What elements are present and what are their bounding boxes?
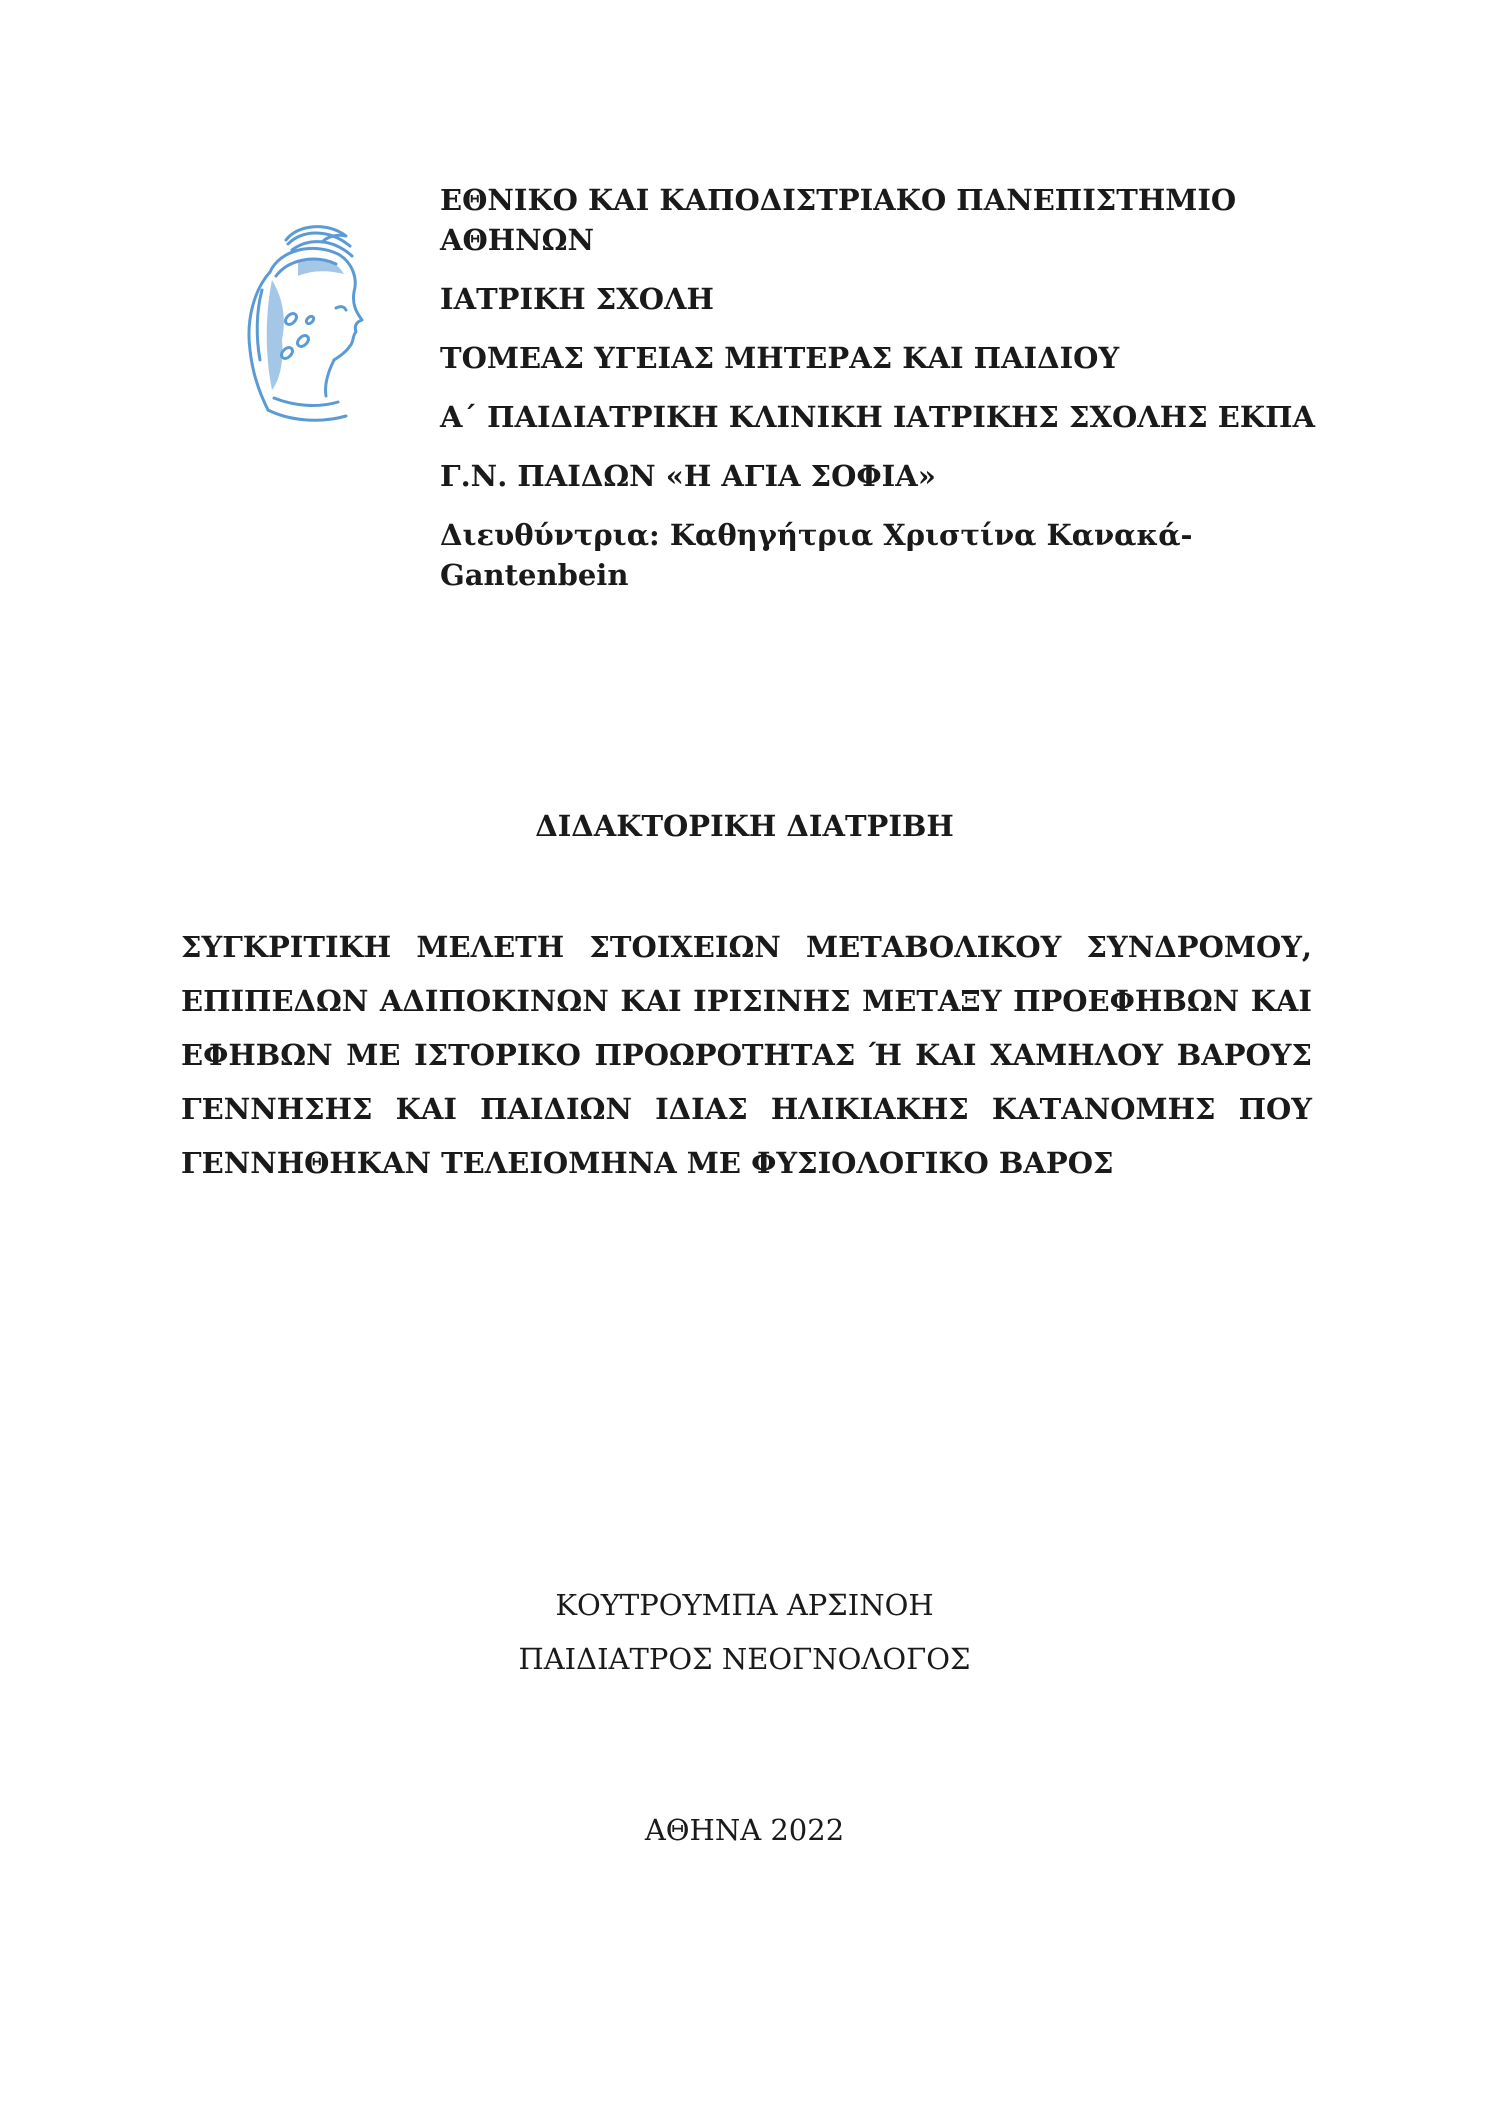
department-name: ΤΟΜΕΑΣ ΥΓΕΙΑΣ ΜΗΤΕΡΑΣ ΚΑΙ ΠΑΙΔΙΟΥ xyxy=(440,341,1120,375)
author-name: ΚΟΥΤΡΟΥΜΠΑ ΑΡΣΙΝΟΗ xyxy=(555,1588,934,1622)
hospital-name: Γ.Ν. ΠΑΙΔΩΝ «Η ΑΓΙΑ ΣΟΦΙΑ» xyxy=(440,459,936,493)
author-role: ΠΑΙΔΙΑΤΡΟΣ ΝΕΟΓΝΟΛΟΓΟΣ xyxy=(518,1642,971,1676)
institution-name: ΕΘΝΙΚΟ ΚΑΙ ΚΑΠΟΔΙΣΤΡΙΑΚΟ ΠΑΝΕΠΙΣΤΗΜΙΟ ΑΘΗΝΩΝ xyxy=(440,183,1237,257)
thesis-type-heading: ΔΙΔΑΚΤΟΡΙΚΗ ΔΙΑΤΡΙΒΗ xyxy=(535,809,954,843)
clinic-name: Α΄ ΠΑΙΔΙΑΤΡΙΚΗ ΚΛΙΝΙΚΗ ΙΑΤΡΙΚΗΣ ΣΧΟΛΗΣ ΕΚΠΑ xyxy=(440,400,1315,434)
athena-head-emblem-icon xyxy=(228,220,364,432)
author-block xyxy=(0,1578,1489,1686)
thesis-title: ΣΥΓΚΡΙΤΙΚΗ ΜΕΛΕΤΗ ΣΤΟΙΧΕΙΩΝ ΜΕΤΑΒΟΛΙΚΟΥ ΣΥΝΔΡΟΜΟΥ, ΕΠΙΠΕΔΩΝ ΑΔΙΠΟΚΙΝΩΝ ΚΑΙ ΙΡΙΣΙΝΗΣ ΜΕΤΑΞΥ ΠΡΟΕΦΗΒΩΝ ΚΑΙ ΕΦΗΒΩΝ ΜΕ ΙΣΤΟΡΙΚΟ ΠΡΟΩΡΟΤΗΤΑΣ Ή ΚΑΙ ΧΑΜΗΛΟΥ ΒΑΡΟΥΣ ΓΕΝΝΗΣΗΣ ΚΑΙ ΠΑΙΔΙΩΝ ΙΔΙΑΣ ΗΛΙΚΙΑΚΗΣ ΚΑΤΑΝΟΜΗΣ ΠΟΥ ΓΕΝΝΗΘΗΚΑΝ ΤΕΛΕΙΟΜΗΝΑ ΜΕ ΦΥΣΙΟΛΟΓΙΚΟ ΒΑΡΟΣ xyxy=(181,930,1312,1180)
school-name: ΙΑΤΡΙΚΗ ΣΧΟΛΗ xyxy=(440,282,714,316)
director-line: Διευθύντρια: Καθηγήτρια Χριστίνα Κανακά-Gantenbein xyxy=(440,518,1193,592)
university-logo xyxy=(228,220,364,432)
institution-header xyxy=(440,180,1340,614)
place-year: ΑΘΗΝΑ 2022 xyxy=(644,1813,845,1847)
